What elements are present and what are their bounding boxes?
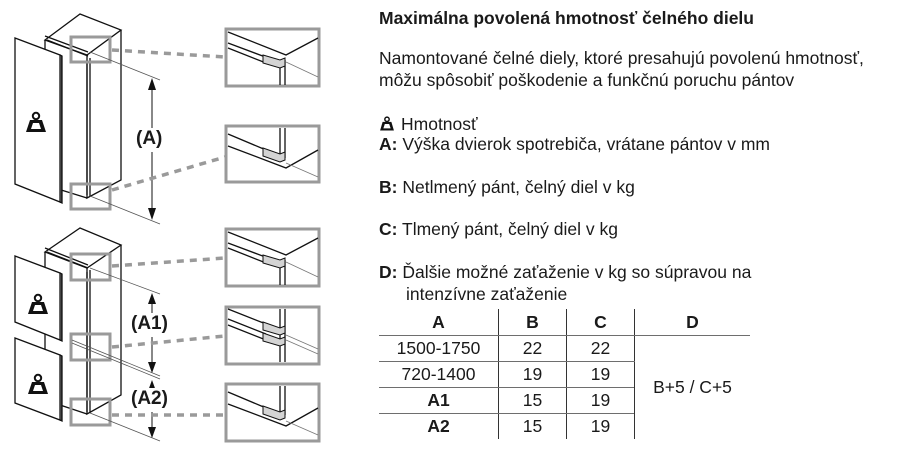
legend-text-c: Tlmený pánt, čelný diel v kg [402,219,618,239]
cell-c: 19 [567,414,635,440]
legend-weight [379,113,478,135]
cell-c: 22 [567,336,635,362]
page-title: Maximálna povolená hmotnosť čelného dielu [379,8,754,28]
detail-lower-hinge [226,384,319,441]
cell-b: 19 [499,362,567,388]
legend-d [379,261,751,305]
legend-a [379,133,770,155]
legend-text-d-line2: intenzívne zaťaženie [406,284,568,304]
legend-text-b: Netlmený pánt, čelný diel v kg [402,177,635,197]
legend-text-d-line1: Ďalšie možné zaťaženie v kg so súpravou na [402,262,752,282]
weight-icon [379,116,395,132]
dimension-label-a2: (A2) [131,388,168,409]
cell-a: A2 [427,416,450,436]
detail-middle-hinge [226,307,319,364]
cell-d-merged: B+5 / C+5 [635,336,751,440]
detail-upper-hinge [226,229,319,286]
weight-table [379,309,750,439]
legend-c [379,218,618,240]
dimension-label-a1: (A1) [131,313,168,334]
hinge-diagram [0,0,370,450]
header-b: B [499,309,567,336]
legend-key-d: D: [379,262,398,282]
legend-key-b: B: [379,177,398,197]
dimension-label-a: (A) [136,128,163,149]
cell-a: 720-1400 [379,362,499,388]
legend-key-a: A: [379,134,398,154]
detail-bottom-hinge [226,126,319,182]
table-header-row [379,309,750,336]
table-row [379,336,750,362]
legend-text-a: Výška dvierok spotrebiča, vrátane pántov v mm [402,134,771,154]
detail-top-hinge [226,29,319,86]
header-a: A [379,309,499,336]
door-panel-lower [15,338,62,421]
legend-weight-label: Hmotnosť [401,114,478,134]
cell-b: 22 [499,336,567,362]
header-d: D [635,309,751,336]
header-c: C [567,309,635,336]
cell-c: 19 [567,388,635,414]
warning-paragraph: Namontované čelné diely, ktoré presahujú povolenú hmotnosť, môžu spôsobiť poškodenie a funkčnú poruchu pántov [379,48,864,90]
cell-b: 15 [499,388,567,414]
cell-a: 1500-1750 [379,336,499,362]
cell-a: A1 [379,388,499,414]
cell-b: 15 [499,414,567,440]
door-panel-upper [15,256,62,341]
legend-key-c: C: [379,219,398,239]
legend-b [379,176,635,198]
cell-c: 19 [567,362,635,388]
